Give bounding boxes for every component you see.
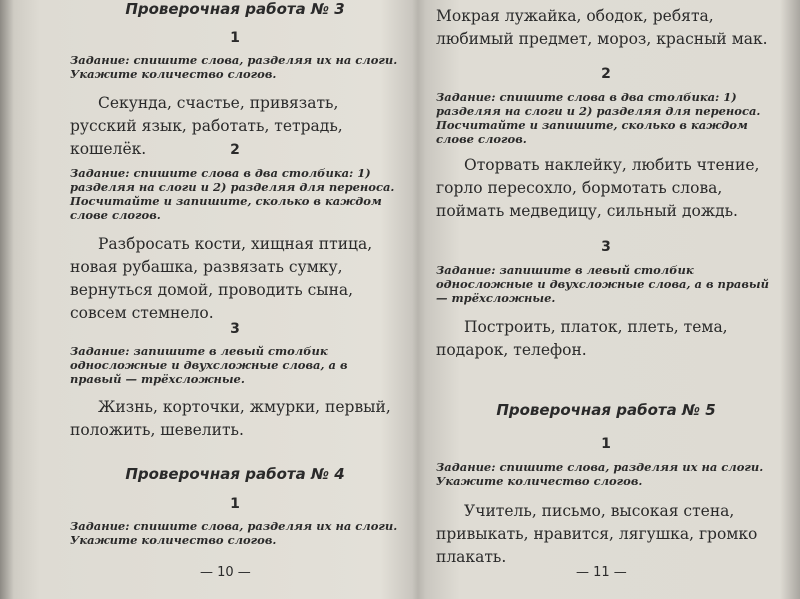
work-3-task-1-instruction: Задание: спишите слова, разделяя их на слоги. Укажите количество слогов. — [70, 53, 398, 81]
work-3-task-3-words: Жизнь, корточки, жмурки, первый, положить, шевелить. — [70, 398, 391, 439]
left-page-number: — 10 — — [200, 565, 251, 580]
work-4-task-1-instruction: Задание: спишите слова, разделяя их на слоги. Укажите количество слогов. — [70, 519, 398, 547]
work-3-task-3-instruction: Задание: запишите в левый столбик односложные и двухсложные слова, а в правый — трёхсложные. — [70, 344, 348, 386]
work-4-task-3-words: Построить, платок, плеть, тема, подарок, телефон. — [436, 318, 728, 359]
work-3-task-2-number: 2 — [230, 142, 240, 158]
work-4-task-3-number: 3 — [601, 239, 611, 255]
work-3-task-3-number: 3 — [230, 321, 240, 337]
work-3-task-2-instruction: Задание: спишите слова в два столбика: 1) разделяя на слоги и 2) разделяя для переноса. Посчитайте и запишите, сколько в каждом слове слогов. — [70, 166, 395, 222]
right-page — [436, 0, 776, 599]
work-5-title: Проверочная работа № 5 — [496, 401, 716, 419]
work-4-task-1-number: 1 — [230, 496, 240, 512]
work-3-title: Проверочная работа № 3 — [125, 0, 345, 18]
work-3-task-1-number: 1 — [230, 30, 240, 46]
work-4-task-3-instruction: Задание: запишите в левый столбик односложные и двухсложные слова, а в правый — трёхсложные. — [436, 263, 769, 305]
work-4-task-2-number: 2 — [601, 66, 611, 82]
work-4-task-2-words: Оторвать наклейку, любить чтение, горло пересохло, бормотать слова, поймать медведицу, сильный дождь. — [436, 156, 760, 220]
work-5-task-1-instruction: Задание: спишите слова, разделяя их на слоги. Укажите количество слогов. — [436, 460, 764, 488]
work-5-task-1-number: 1 — [601, 436, 611, 452]
work-5-task-1-words: Учитель, письмо, высокая стена, привыкать, нравится, лягушка, громко плакать. — [436, 502, 758, 566]
work-4-title: Проверочная работа № 4 — [125, 465, 345, 483]
work-3-task-2-words: Разбросать кости, хищная птица, новая рубашка, развязать сумку, вернуться домой, проводить сына, совсем стемнело. — [70, 235, 373, 322]
work-4-task-2-instruction: Задание: спишите слова в два столбика: 1) разделяя на слоги и 2) разделяя для переноса. Посчитайте и запишите, сколько в каждом слове слогов. — [436, 90, 761, 146]
left-page — [70, 0, 400, 599]
right-page-number: — 11 — — [576, 565, 627, 580]
work-4-task-1-words: Мокрая лужайка, ободок, ребята, любимый предмет, мороз, красный мак. — [436, 7, 768, 48]
work-3-task-1-words: Секунда, счастье, привязать, русский язык, работать, тетрадь, кошелёк. — [70, 94, 343, 158]
